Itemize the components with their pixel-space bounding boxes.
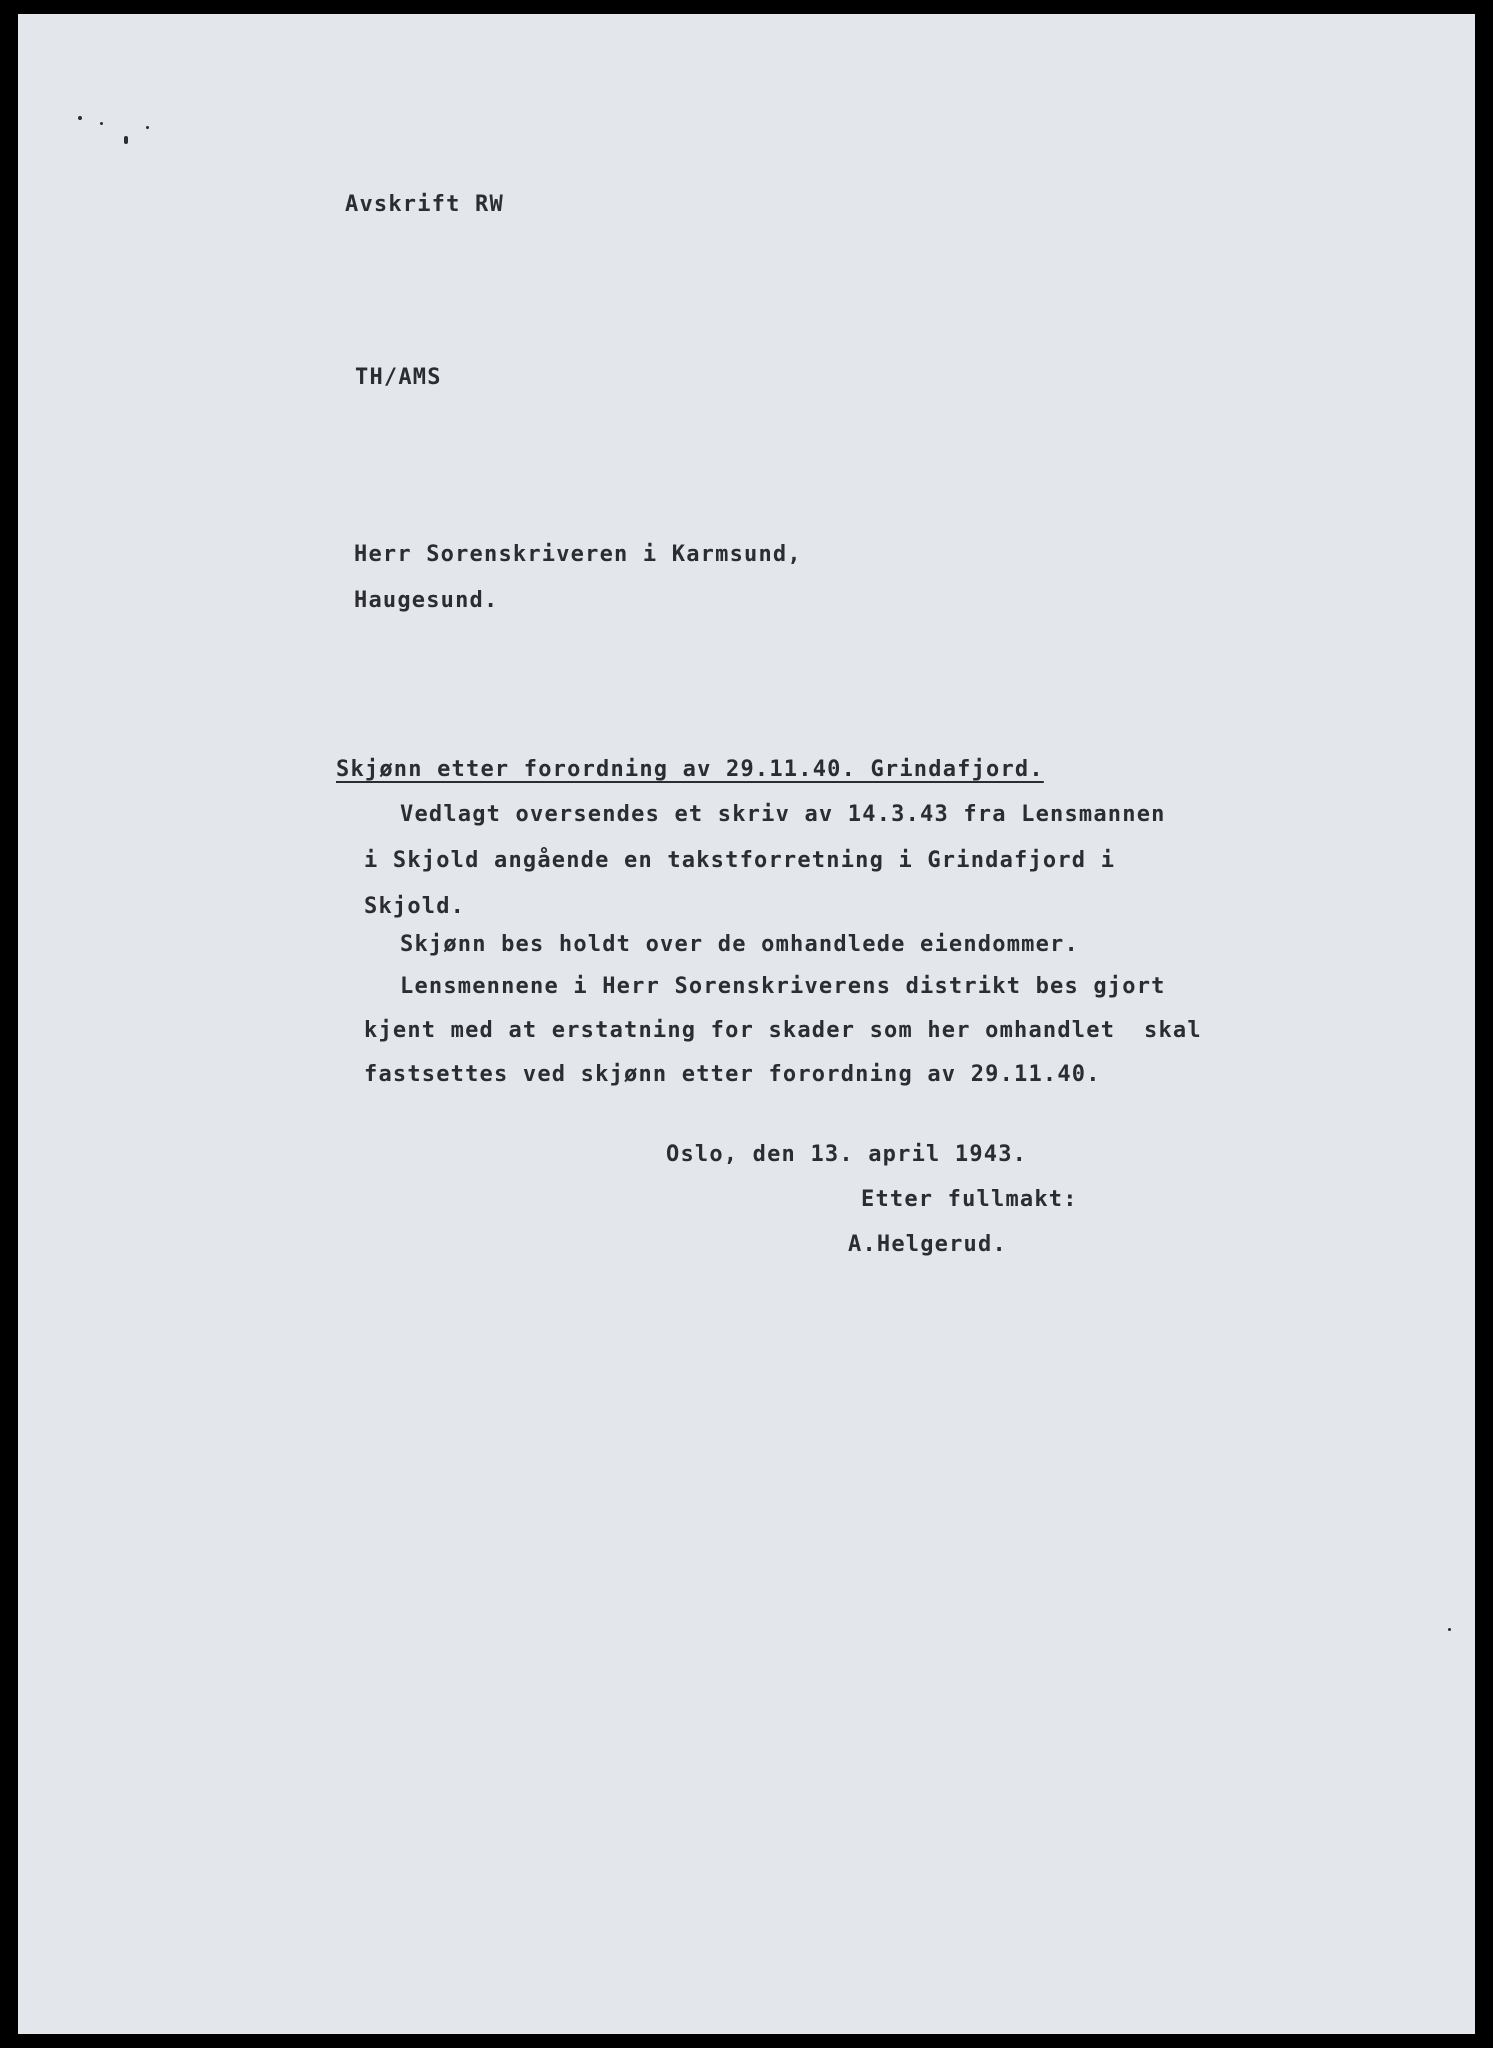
- body-line-1: Vedlagt oversendes et skriv av 14.3.43 fra Lensmannen: [400, 802, 1166, 827]
- signature: A.Helgerud.: [848, 1232, 1007, 1257]
- body-line-2: i Skjold angående en takstforretning i Grindafjord i: [364, 848, 1116, 873]
- document-page: [18, 14, 1475, 2034]
- reference-code: TH/AMS: [355, 365, 442, 390]
- ink-speck: [124, 136, 128, 144]
- ink-speck: [146, 126, 149, 129]
- copy-note: Avskrift RW: [345, 192, 504, 217]
- ink-speck: [1448, 1628, 1451, 1631]
- place-date: Oslo, den 13. april 1943.: [666, 1142, 1028, 1167]
- subject-line: Skjønn etter forordning av 29.11.40. Grindafjord.: [336, 757, 1044, 782]
- body-line-3: Skjold.: [364, 894, 466, 919]
- recipient-line-2: Haugesund.: [354, 588, 499, 613]
- authority-line: Etter fullmakt:: [861, 1187, 1078, 1212]
- body-line-4: Skjønn bes holdt over de omhandlede eiendommer.: [400, 932, 1079, 957]
- body-line-5: Lensmennene i Herr Sorenskriverens distrikt bes gjort: [400, 974, 1166, 999]
- ink-speck: [78, 116, 82, 120]
- ink-speck: [100, 122, 103, 125]
- body-line-7: fastsettes ved skjønn etter forordning av 29.11.40.: [364, 1062, 1101, 1087]
- recipient-line-1: Herr Sorenskriveren i Karmsund,: [354, 542, 802, 567]
- body-line-6: kjent med at erstatning for skader som her omhandlet skal: [364, 1018, 1202, 1043]
